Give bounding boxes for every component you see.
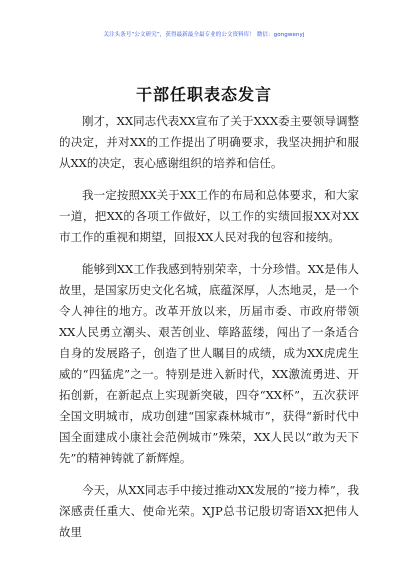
page-title: 干部任职表态发言 (135, 85, 272, 104)
paragraph-3: 能够到XX工作我感到特别荣幸，十分珍惜。XX是伟人故里，是国家历史文化名城，底蕴深厚，人杰地灵，是一个令人神往的地方。改革开放以来，历届市委、市政府带领XX人民勇立潮头、艰苦创业、筚路蓝缕，闯出了一条适合自身的发展路子，创造了世人瞩目的成绩，成为XX虎虎生威的“四猛虎”之一。特别是进入新时代，XX激流勇进、开拓创新，在新起点上实现新突破，四夺“XX杯”，五次获评全国文明城市，成功创建“国家森林城市”，获得“新时代中国全面建成小康社会范例城市”殊荣，XX人民以“敢为天下先”的精神铸就了新辉煌。 (59, 262, 359, 465)
paragraph-4: 今天，从XX同志手中接过推动XX发展的“接力棒”，我深感责任重大、使命光荣。XJP总书记殷切寄语XX把伟人故里 (59, 483, 359, 539)
document-body (59, 111, 359, 554)
paragraph-1: 刚才，XX同志代表XX宣布了关于XXX委主要领导调整的决定，并对XX的工作提出了明确要求，我坚决拥护和服从XX的决定，衷心感谢组织的培养和信任。 (59, 114, 359, 170)
header-note: 关注头条号“公文研究”，获得最新最全最专业的公文资料库！ 微信：gongwenyj (103, 32, 305, 38)
paragraph-2: 我一定按照XX关于XX工作的布局和总体要求，和大家一道，把XX的各项工作做好，以工作的实绩回报XX对XX市工作的重视和期望，回报XX人民对我的包容和接纳。 (59, 188, 359, 244)
